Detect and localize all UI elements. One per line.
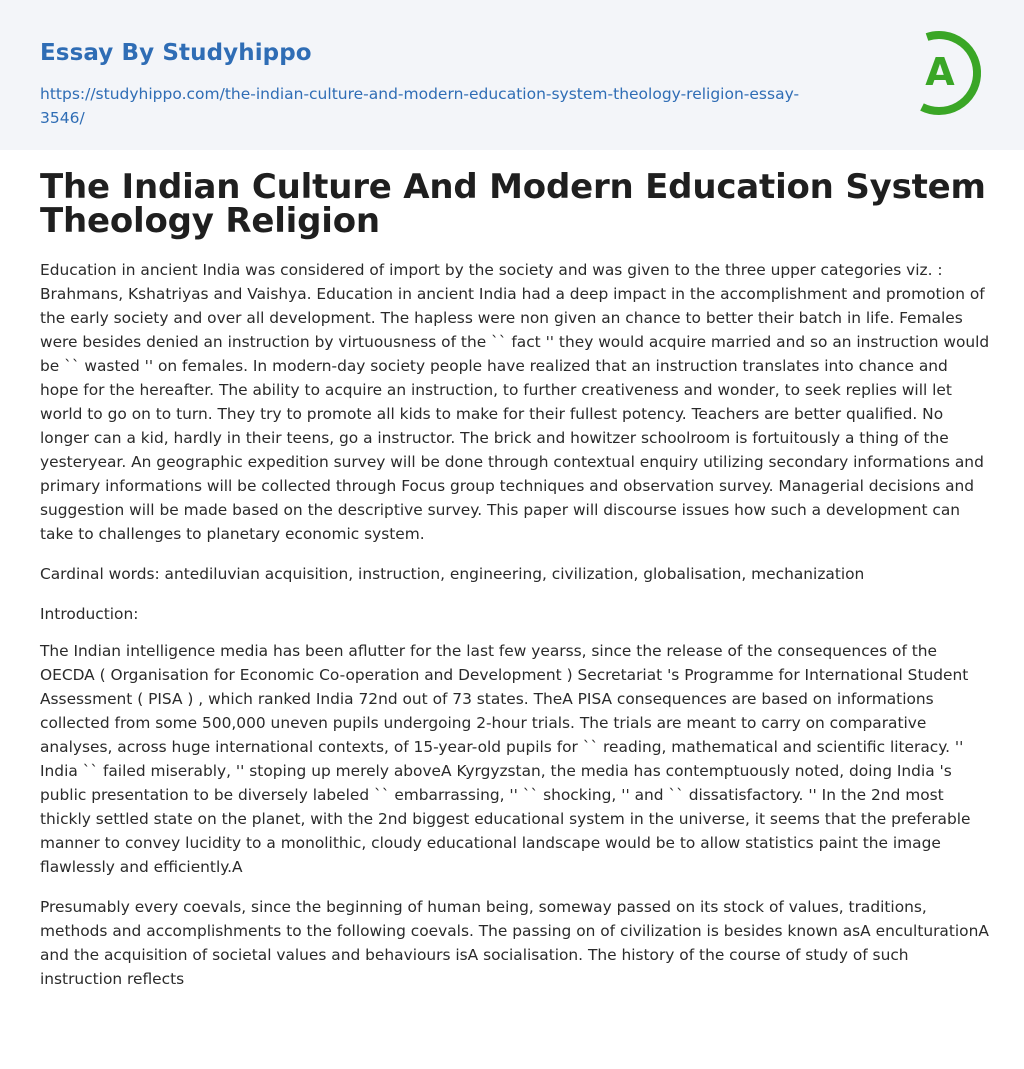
- paragraph-introduction: The Indian intelligence media has been aflutter for the last few yearss, since the release of the consequences of the OECDA ( Organisation for Economic Co-operation and Development ) Secretariat 's Programme for International Student Assessment ( PISA ) , which ranked India 72nd out of 73 states. TheA PISA consequences are based on informations collected from some 500,000 uneven pupils undergoing 2-hour trials. The trials are meant to carry on comparative analyses, across huge international contexts, of 15-year-old pupils for `` reading, mathematical and scientific literacy. '' India `` failed miserably, '' stoping up merely aboveA Kyrgyzstan, the media has contemptuously noted, doing India 's public presentation to be diversely labeled `` embarrassing, '' `` shocking, '' and `` dissatisfactory. '' In the 2nd most thickly settled state on the planet, with the 2nd biggest educational system in the universe, it seems that the preferable manner to convey lucidity to a monolithic, cloudy educational landscape would be to allow statistics paint the image flawlessly and efficiently.A: [40, 642, 971, 876]
- paragraph-abstract: Education in ancient India was considered of import by the society and was given to the three upper categories viz. : Brahmans, Kshatriyas and Vaishya. Education in ancient India had a deep impact in the accomplishment and promotion of the early society and over all development. The hapless were non given an chance to better their batch in life. Females were besides denied an instruction by virtuousness of the `` fact '' they would acquire married and so an instruction would be `` wasted '' on females. In modern-day society people have realized that an instruction translates into chance and hope for the hereafter. The ability to acquire an instruction, to further creativeness and wonder, to seek replies will let world to go on to turn. They try to promote all kids to make for their fullest potency. Teachers are better qualified. No longer can a kid, hardly in their teens, go a instructor. The brick and howitzer schoolroom is fortuitously a thing of the yesteryear. An geographic expedition survey will be done through contextual enquiry utilizing secondary informations and primary informations will be collected through Focus group techniques and observation survey. Managerial decisions and suggestion will be made based on the descriptive survey. This paper will discourse issues how such a development can take to challenges to planetary economic system.: [40, 261, 990, 543]
- paragraph-socialisation: Presumably every coevals, since the beginning of human being, someway passed on its stock of values, traditions, methods and accomplishments to the following coevals. The passing on of civilization is besides known asA enculturationA and the acquisition of societal values and behaviours isA socialisation. The history of the course of study of such instruction reflects: [40, 898, 989, 988]
- essay-body: [40, 258, 990, 1007]
- site-header: [0, 0, 1024, 150]
- studyhippo-logo-icon[interactable]: [896, 28, 986, 116]
- paragraph-introduction-heading: Introduction:: [40, 605, 139, 623]
- logo-letter: A: [925, 50, 955, 94]
- site-brand[interactable]: Essay By Studyhippo: [40, 40, 312, 66]
- essay-title: The Indian Culture And Modern Education System Theology Religion: [40, 167, 986, 241]
- paragraph-keywords: Cardinal words: antediluvian acquisition, instruction, engineering, civilization, globalisation, mechanization: [40, 565, 865, 583]
- essay-url-link[interactable]: https://studyhippo.com/the-indian-culture-and-modern-education-system-theology-religion-essay-3546/: [40, 85, 800, 127]
